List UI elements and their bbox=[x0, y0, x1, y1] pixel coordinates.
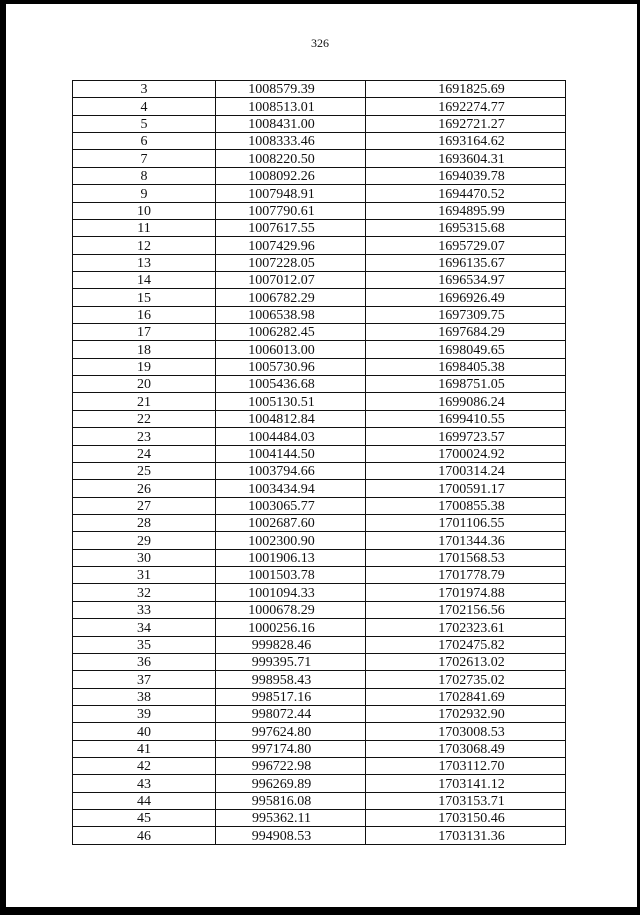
x-coordinate-cell: 1005130.51 bbox=[216, 393, 366, 410]
y-coordinate-cell: 1699723.57 bbox=[366, 428, 566, 445]
point-number-cell: 8 bbox=[73, 167, 216, 184]
x-coordinate-cell: 1002300.90 bbox=[216, 532, 366, 549]
x-coordinate-cell: 1001503.78 bbox=[216, 567, 366, 584]
x-coordinate-cell: 1004144.50 bbox=[216, 445, 366, 462]
table-row bbox=[73, 219, 566, 236]
y-coordinate-cell: 1701106.55 bbox=[366, 514, 566, 531]
table-row bbox=[73, 740, 566, 757]
table-row bbox=[73, 150, 566, 167]
y-coordinate-cell: 1700314.24 bbox=[366, 462, 566, 479]
x-coordinate-cell: 994908.53 bbox=[216, 827, 366, 844]
point-number-cell: 27 bbox=[73, 497, 216, 514]
point-number-cell: 26 bbox=[73, 480, 216, 497]
y-coordinate-cell: 1701344.36 bbox=[366, 532, 566, 549]
point-number-cell: 10 bbox=[73, 202, 216, 219]
point-number-cell: 23 bbox=[73, 428, 216, 445]
table-row bbox=[73, 792, 566, 809]
x-coordinate-cell: 999395.71 bbox=[216, 653, 366, 670]
x-coordinate-cell: 1007012.07 bbox=[216, 271, 366, 288]
point-number-cell: 12 bbox=[73, 237, 216, 254]
x-coordinate-cell: 1007617.55 bbox=[216, 219, 366, 236]
y-coordinate-cell: 1702613.02 bbox=[366, 653, 566, 670]
y-coordinate-cell: 1703141.12 bbox=[366, 775, 566, 792]
x-coordinate-cell: 995362.11 bbox=[216, 810, 366, 827]
y-coordinate-cell: 1703131.36 bbox=[366, 827, 566, 844]
table-row bbox=[73, 532, 566, 549]
x-coordinate-cell: 1006013.00 bbox=[216, 341, 366, 358]
x-coordinate-cell: 1008220.50 bbox=[216, 150, 366, 167]
x-coordinate-cell: 1008333.46 bbox=[216, 133, 366, 150]
point-number-cell: 9 bbox=[73, 185, 216, 202]
y-coordinate-cell: 1694039.78 bbox=[366, 167, 566, 184]
x-coordinate-cell: 1003065.77 bbox=[216, 497, 366, 514]
table-row bbox=[73, 185, 566, 202]
point-number-cell: 44 bbox=[73, 792, 216, 809]
point-number-cell: 40 bbox=[73, 723, 216, 740]
table-row bbox=[73, 601, 566, 618]
x-coordinate-cell: 996722.98 bbox=[216, 758, 366, 775]
x-coordinate-cell: 1004484.03 bbox=[216, 428, 366, 445]
table-row bbox=[73, 636, 566, 653]
x-coordinate-cell: 1000256.16 bbox=[216, 619, 366, 636]
point-number-cell: 14 bbox=[73, 271, 216, 288]
y-coordinate-cell: 1692274.77 bbox=[366, 98, 566, 115]
point-number-cell: 15 bbox=[73, 289, 216, 306]
y-coordinate-cell: 1695729.07 bbox=[366, 237, 566, 254]
y-coordinate-cell: 1696926.49 bbox=[366, 289, 566, 306]
x-coordinate-cell: 1007429.96 bbox=[216, 237, 366, 254]
y-coordinate-cell: 1696135.67 bbox=[366, 254, 566, 271]
table-row bbox=[73, 653, 566, 670]
table-row bbox=[73, 306, 566, 323]
table-row bbox=[73, 202, 566, 219]
x-coordinate-cell: 1008579.39 bbox=[216, 81, 366, 98]
point-number-cell: 46 bbox=[73, 827, 216, 844]
table-row bbox=[73, 549, 566, 566]
table-row bbox=[73, 567, 566, 584]
y-coordinate-cell: 1698751.05 bbox=[366, 376, 566, 393]
table-row bbox=[73, 410, 566, 427]
table-row bbox=[73, 428, 566, 445]
y-coordinate-cell: 1702323.61 bbox=[366, 619, 566, 636]
point-number-cell: 17 bbox=[73, 324, 216, 341]
point-number-cell: 16 bbox=[73, 306, 216, 323]
x-coordinate-cell: 1000678.29 bbox=[216, 601, 366, 618]
point-number-cell: 7 bbox=[73, 150, 216, 167]
y-coordinate-cell: 1702735.02 bbox=[366, 671, 566, 688]
y-coordinate-cell: 1700024.92 bbox=[366, 445, 566, 462]
point-number-cell: 21 bbox=[73, 393, 216, 410]
y-coordinate-cell: 1696534.97 bbox=[366, 271, 566, 288]
table-row bbox=[73, 81, 566, 98]
point-number-cell: 45 bbox=[73, 810, 216, 827]
x-coordinate-cell: 999828.46 bbox=[216, 636, 366, 653]
x-coordinate-cell: 998958.43 bbox=[216, 671, 366, 688]
table-row bbox=[73, 445, 566, 462]
y-coordinate-cell: 1700855.38 bbox=[366, 497, 566, 514]
y-coordinate-cell: 1693604.31 bbox=[366, 150, 566, 167]
y-coordinate-cell: 1702841.69 bbox=[366, 688, 566, 705]
table-row bbox=[73, 497, 566, 514]
point-number-cell: 33 bbox=[73, 601, 216, 618]
point-number-cell: 32 bbox=[73, 584, 216, 601]
table-row bbox=[73, 462, 566, 479]
page-border-left bbox=[0, 0, 6, 915]
point-number-cell: 29 bbox=[73, 532, 216, 549]
x-coordinate-cell: 1003434.94 bbox=[216, 480, 366, 497]
point-number-cell: 34 bbox=[73, 619, 216, 636]
x-coordinate-cell: 1006282.45 bbox=[216, 324, 366, 341]
table-row bbox=[73, 237, 566, 254]
table-row bbox=[73, 393, 566, 410]
point-number-cell: 37 bbox=[73, 671, 216, 688]
table-row bbox=[73, 167, 566, 184]
y-coordinate-cell: 1691825.69 bbox=[366, 81, 566, 98]
point-number-cell: 28 bbox=[73, 514, 216, 531]
x-coordinate-cell: 998517.16 bbox=[216, 688, 366, 705]
y-coordinate-cell: 1701568.53 bbox=[366, 549, 566, 566]
y-coordinate-cell: 1703112.70 bbox=[366, 758, 566, 775]
table-row bbox=[73, 358, 566, 375]
y-coordinate-cell: 1695315.68 bbox=[366, 219, 566, 236]
table-row bbox=[73, 271, 566, 288]
table-row bbox=[73, 133, 566, 150]
y-coordinate-cell: 1701778.79 bbox=[366, 567, 566, 584]
x-coordinate-cell: 1007790.61 bbox=[216, 202, 366, 219]
x-coordinate-cell: 997624.80 bbox=[216, 723, 366, 740]
x-coordinate-cell: 1003794.66 bbox=[216, 462, 366, 479]
table-row bbox=[73, 810, 566, 827]
point-number-cell: 6 bbox=[73, 133, 216, 150]
point-number-cell: 3 bbox=[73, 81, 216, 98]
table-row bbox=[73, 115, 566, 132]
x-coordinate-cell: 1006782.29 bbox=[216, 289, 366, 306]
table-row bbox=[73, 775, 566, 792]
y-coordinate-cell: 1694895.99 bbox=[366, 202, 566, 219]
y-coordinate-cell: 1703150.46 bbox=[366, 810, 566, 827]
point-number-cell: 20 bbox=[73, 376, 216, 393]
x-coordinate-cell: 997174.80 bbox=[216, 740, 366, 757]
table-row bbox=[73, 619, 566, 636]
table-row bbox=[73, 584, 566, 601]
x-coordinate-cell: 1001906.13 bbox=[216, 549, 366, 566]
point-number-cell: 39 bbox=[73, 705, 216, 722]
point-number-cell: 38 bbox=[73, 688, 216, 705]
y-coordinate-cell: 1702932.90 bbox=[366, 705, 566, 722]
y-coordinate-cell: 1702475.82 bbox=[366, 636, 566, 653]
point-number-cell: 35 bbox=[73, 636, 216, 653]
y-coordinate-cell: 1697309.75 bbox=[366, 306, 566, 323]
y-coordinate-cell: 1703008.53 bbox=[366, 723, 566, 740]
point-number-cell: 31 bbox=[73, 567, 216, 584]
x-coordinate-cell: 1005730.96 bbox=[216, 358, 366, 375]
point-number-cell: 5 bbox=[73, 115, 216, 132]
point-number-cell: 41 bbox=[73, 740, 216, 757]
y-coordinate-cell: 1700591.17 bbox=[366, 480, 566, 497]
y-coordinate-cell: 1692721.27 bbox=[366, 115, 566, 132]
x-coordinate-cell: 1008092.26 bbox=[216, 167, 366, 184]
table-row bbox=[73, 827, 566, 844]
point-number-cell: 36 bbox=[73, 653, 216, 670]
point-number-cell: 24 bbox=[73, 445, 216, 462]
y-coordinate-cell: 1694470.52 bbox=[366, 185, 566, 202]
table-row bbox=[73, 289, 566, 306]
point-number-cell: 18 bbox=[73, 341, 216, 358]
y-coordinate-cell: 1697684.29 bbox=[366, 324, 566, 341]
x-coordinate-cell: 1005436.68 bbox=[216, 376, 366, 393]
x-coordinate-cell: 1007228.05 bbox=[216, 254, 366, 271]
table-row bbox=[73, 324, 566, 341]
table-row bbox=[73, 705, 566, 722]
point-number-cell: 4 bbox=[73, 98, 216, 115]
x-coordinate-cell: 1001094.33 bbox=[216, 584, 366, 601]
y-coordinate-cell: 1703068.49 bbox=[366, 740, 566, 757]
point-number-cell: 25 bbox=[73, 462, 216, 479]
coordinates-table bbox=[72, 80, 566, 845]
point-number-cell: 11 bbox=[73, 219, 216, 236]
y-coordinate-cell: 1702156.56 bbox=[366, 601, 566, 618]
table-row bbox=[73, 514, 566, 531]
table-row bbox=[73, 376, 566, 393]
page-border-top bbox=[0, 0, 640, 4]
point-number-cell: 42 bbox=[73, 758, 216, 775]
coordinates-table-body bbox=[73, 81, 566, 845]
table-row bbox=[73, 480, 566, 497]
point-number-cell: 22 bbox=[73, 410, 216, 427]
x-coordinate-cell: 995816.08 bbox=[216, 792, 366, 809]
page-number: 326 bbox=[311, 36, 329, 50]
table-row bbox=[73, 341, 566, 358]
point-number-cell: 19 bbox=[73, 358, 216, 375]
y-coordinate-cell: 1699086.24 bbox=[366, 393, 566, 410]
point-number-cell: 13 bbox=[73, 254, 216, 271]
x-coordinate-cell: 1006538.98 bbox=[216, 306, 366, 323]
point-number-cell: 30 bbox=[73, 549, 216, 566]
page-border-bottom bbox=[0, 907, 640, 915]
y-coordinate-cell: 1699410.55 bbox=[366, 410, 566, 427]
x-coordinate-cell: 1002687.60 bbox=[216, 514, 366, 531]
x-coordinate-cell: 998072.44 bbox=[216, 705, 366, 722]
y-coordinate-cell: 1698405.38 bbox=[366, 358, 566, 375]
x-coordinate-cell: 1008513.01 bbox=[216, 98, 366, 115]
y-coordinate-cell: 1698049.65 bbox=[366, 341, 566, 358]
x-coordinate-cell: 1007948.91 bbox=[216, 185, 366, 202]
x-coordinate-cell: 1004812.84 bbox=[216, 410, 366, 427]
y-coordinate-cell: 1703153.71 bbox=[366, 792, 566, 809]
x-coordinate-cell: 996269.89 bbox=[216, 775, 366, 792]
table-row bbox=[73, 671, 566, 688]
point-number-cell: 43 bbox=[73, 775, 216, 792]
x-coordinate-cell: 1008431.00 bbox=[216, 115, 366, 132]
table-row bbox=[73, 758, 566, 775]
table-row bbox=[73, 688, 566, 705]
table-row bbox=[73, 723, 566, 740]
table-row bbox=[73, 254, 566, 271]
table-row bbox=[73, 98, 566, 115]
y-coordinate-cell: 1693164.62 bbox=[366, 133, 566, 150]
y-coordinate-cell: 1701974.88 bbox=[366, 584, 566, 601]
